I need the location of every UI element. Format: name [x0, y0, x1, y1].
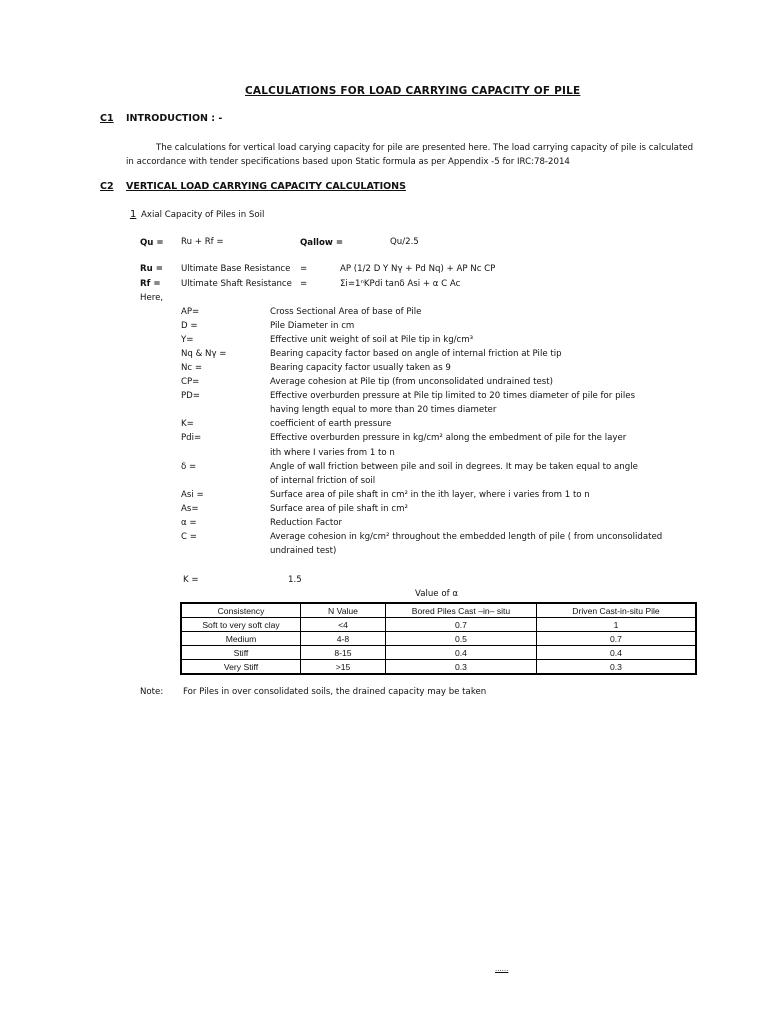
definition-description: Bearing capacity factor based on angle of internal friction at Pile tip	[270, 349, 562, 359]
table-row	[181, 618, 696, 632]
resistance-equals: =	[300, 264, 308, 274]
definition-description: Average cohesion at Pile tip (from unconsolidated undrained test)	[270, 377, 553, 387]
definition-description: Effective overburden pressure in kg/cm² along the embedment of pile for the layer	[270, 433, 627, 443]
definition-symbol: D =	[181, 321, 198, 331]
table-row	[181, 646, 696, 660]
definition-description: Effective overburden pressure at Pile tip limited to 20 times diameter of pile for piles	[270, 391, 636, 401]
definition-description: Bearing capacity factor usually taken as 9	[270, 363, 451, 373]
resistance-expression: Σi=1ⁿKPdi tanδ Asi + α C Ac	[340, 279, 461, 289]
definition-description: Cross Sectional Area of base of Pile	[270, 307, 422, 317]
definition-symbol: δ =	[181, 462, 197, 472]
resistance-equals: =	[300, 279, 308, 289]
table-cell: >15	[301, 660, 386, 675]
table-caption: Value of α	[415, 589, 459, 599]
section-c2-number: C2	[100, 181, 114, 192]
definition-description: ith where I varies from 1 to n	[270, 448, 395, 458]
k-value: 1.5	[288, 575, 302, 585]
definition-description: Effective unit weight of soil at Pile tip in kg/cm³	[270, 335, 474, 345]
table-cell: Soft to very soft clay	[181, 618, 301, 632]
definition-symbol: CP=	[181, 377, 200, 387]
definition-description: Average cohesion in kg/cm² throughout the embedded length of pile ( from unconsolidated	[270, 532, 663, 542]
table-cell: 0.5	[386, 632, 537, 646]
definition-symbol: As=	[181, 504, 199, 514]
definition-symbol: PD=	[181, 391, 201, 401]
section-c1-heading: INTRODUCTION : -	[126, 113, 223, 124]
table-row	[181, 632, 696, 646]
definition-description: Surface area of pile shaft in cm²	[270, 504, 408, 514]
table-cell: 0.4	[537, 646, 697, 660]
formula-sum: Ru + Rf =	[181, 237, 224, 247]
resistance-label: Ultimate Base Resistance	[181, 264, 291, 274]
definition-symbol: Nc =	[181, 363, 203, 373]
table-row	[181, 660, 696, 675]
note-text: For Piles in over consolidated soils, the drained capacity may be taken	[183, 687, 487, 697]
definition-description: of internal friction of soil	[270, 476, 376, 486]
table-cell: Medium	[181, 632, 301, 646]
table-cell: 0.3	[386, 660, 537, 675]
table-cell: 4-8	[301, 632, 386, 646]
definition-description: Angle of wall friction between pile and soil in degrees. It may be taken equal to angle	[270, 462, 638, 472]
document-title: CALCULATIONS FOR LOAD CARRYING CAPACITY OF PILE	[245, 85, 581, 97]
definition-symbol: Asi =	[181, 490, 204, 500]
table-header: N Value	[301, 603, 386, 618]
introduction-paragraph: The calculations for vertical load carying capacity for pile are presented here. The load carrying capacity of pile is calculated in accordance with tender specifications based upon Static formula as per Appendix -5 for IRC:78-2014	[126, 143, 694, 167]
section-c1-number: C1	[100, 113, 114, 124]
subsection-number: 1	[130, 209, 137, 220]
section-c2-heading: VERTICAL LOAD CARRYING CAPACITY CALCULATIONS	[126, 181, 406, 192]
definition-symbol: Pdi=	[181, 433, 202, 443]
table-cell: <4	[301, 618, 386, 632]
alpha-table	[180, 602, 697, 675]
table-header: Driven Cast-in-situ Pile	[537, 603, 697, 618]
table-cell: Stiff	[181, 646, 301, 660]
definition-symbol: K=	[181, 419, 194, 429]
definition-description: coefficient of earth pressure	[270, 419, 392, 429]
definition-description: Reduction Factor	[270, 518, 342, 528]
formula-qallow: Qallow =	[300, 238, 344, 248]
definition-description: undrained test)	[270, 546, 337, 556]
table-cell: 0.4	[386, 646, 537, 660]
table-cell: 0.7	[386, 618, 537, 632]
note-label: Note:	[140, 687, 164, 697]
definition-symbol: AP=	[181, 307, 200, 317]
here-label: Here,	[140, 293, 164, 303]
definition-symbol: α =	[181, 518, 197, 528]
definition-symbol: Nq & Nγ =	[181, 349, 227, 359]
table-cell: 1	[537, 618, 697, 632]
definition-description: Surface area of pile shaft in cm² in the ith layer, where i varies from 1 to n	[270, 490, 590, 500]
page-footer: ......	[495, 965, 509, 973]
formula-qallow-value: Qu/2.5	[390, 237, 419, 247]
definition-description: having length equal to more than 20 times diameter	[270, 405, 497, 415]
definition-symbol: C =	[181, 532, 197, 542]
table-header-row	[181, 603, 696, 618]
definition-symbol: Y=	[181, 335, 194, 345]
table-header: Bored Piles Cast –in– situ	[386, 603, 537, 618]
resistance-expression: AP (1/2 D Y Nγ + Pd Nq) + AP Nc CP	[340, 264, 496, 274]
definition-description: Pile Diameter in cm	[270, 321, 355, 331]
formula-qu: Qu =	[140, 238, 164, 248]
table-cell: 8-15	[301, 646, 386, 660]
resistance-symbol: Ru =	[140, 264, 163, 274]
subsection-label: Axial Capacity of Piles in Soil	[141, 210, 265, 220]
table-cell: 0.7	[537, 632, 697, 646]
table-header: Consistency	[181, 603, 301, 618]
resistance-symbol: Rf =	[140, 279, 161, 289]
table-cell: 0.3	[537, 660, 697, 675]
table-cell: Very Stiff	[181, 660, 301, 675]
resistance-label: Ultimate Shaft Resistance	[181, 279, 292, 289]
k-label: K =	[183, 575, 199, 585]
